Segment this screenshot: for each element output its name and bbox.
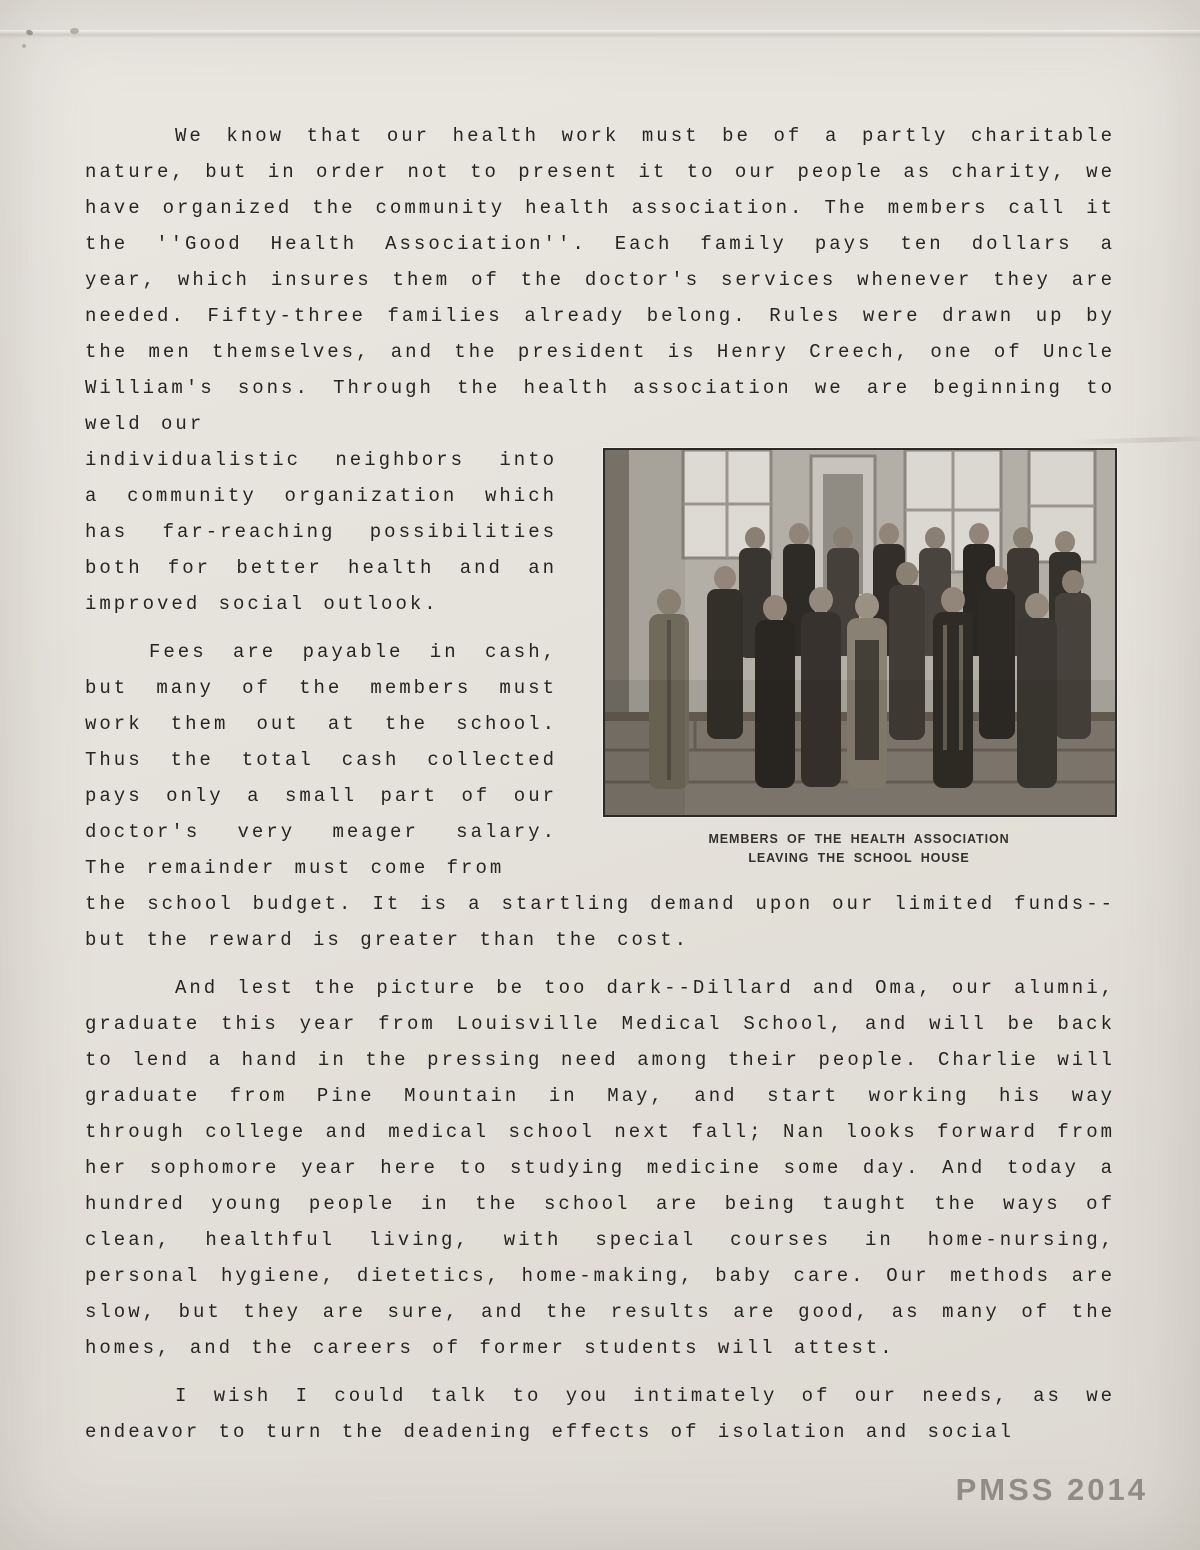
left-text-column	[85, 442, 557, 886]
paragraph-3: And lest the picture be too dark--Dillard and Oma, our alumni, graduate this year from Louisville Medical School, and will be back to lend a hand in the pressing need among their people. Charlie will graduate from Pine Mountain in May, and start working his way through college and medical school next fall; Nan looks forward from her sophomore year here to studying medicine some day. And today a hundred young people in the school are being taught the ways of clean, healthful living, with special courses in home-nursing, personal hygiene, dietetics, home-making, baby care. Our methods are slow, but they are sure, and the results are good, as many of the homes, and the careers of former students will attest.	[85, 977, 1115, 1359]
photo-caption-line-2: LEAVING THE SCHOOL HOUSE	[748, 851, 970, 865]
photo-figure	[603, 448, 1115, 868]
paragraph-4: I wish I could talk to you intimately of our needs, as we endeavor to turn the deadening effects of isolation and social	[85, 1385, 1115, 1443]
pmss-watermark: PMSS 2014	[955, 1472, 1148, 1507]
photo-caption-line-1: MEMBERS OF THE HEALTH ASSOCIATION	[708, 832, 1010, 846]
photo-caption	[603, 830, 1115, 868]
paragraph-2: Fees are payable in cash, but many of the members must work them out at the school. Thus the total cash collected pays only a small part of our doctor's very meager salary. The remainder must come from	[85, 641, 557, 879]
paragraph-2-continued: the school budget. It is a startling demand upon our limited funds--but the reward is greater than the cost.	[85, 893, 1115, 951]
paragraph-1: We know that our health work must be of a partly charitable nature, but in order not to present it to our people as charity, we have organized the community health association. The members call it the ''Good Health Association''. Each family pays ten dollars a year, which insures them of the doctor's services whenever they are needed. Fifty-three families already belong. Rules were drawn up by the men themselves, and the president is Henry Creech, one of Uncle William's sons. Through the health association we are beginning to weld our	[85, 125, 1115, 435]
photo-illustration	[605, 450, 1115, 815]
paragraph-1-continued: individualistic neighbors into a community organization which has far-reaching possibilities both for better health and an improved social outlook.	[85, 449, 557, 615]
text-and-photo-row	[85, 442, 1115, 886]
health-association-photo	[603, 448, 1117, 817]
